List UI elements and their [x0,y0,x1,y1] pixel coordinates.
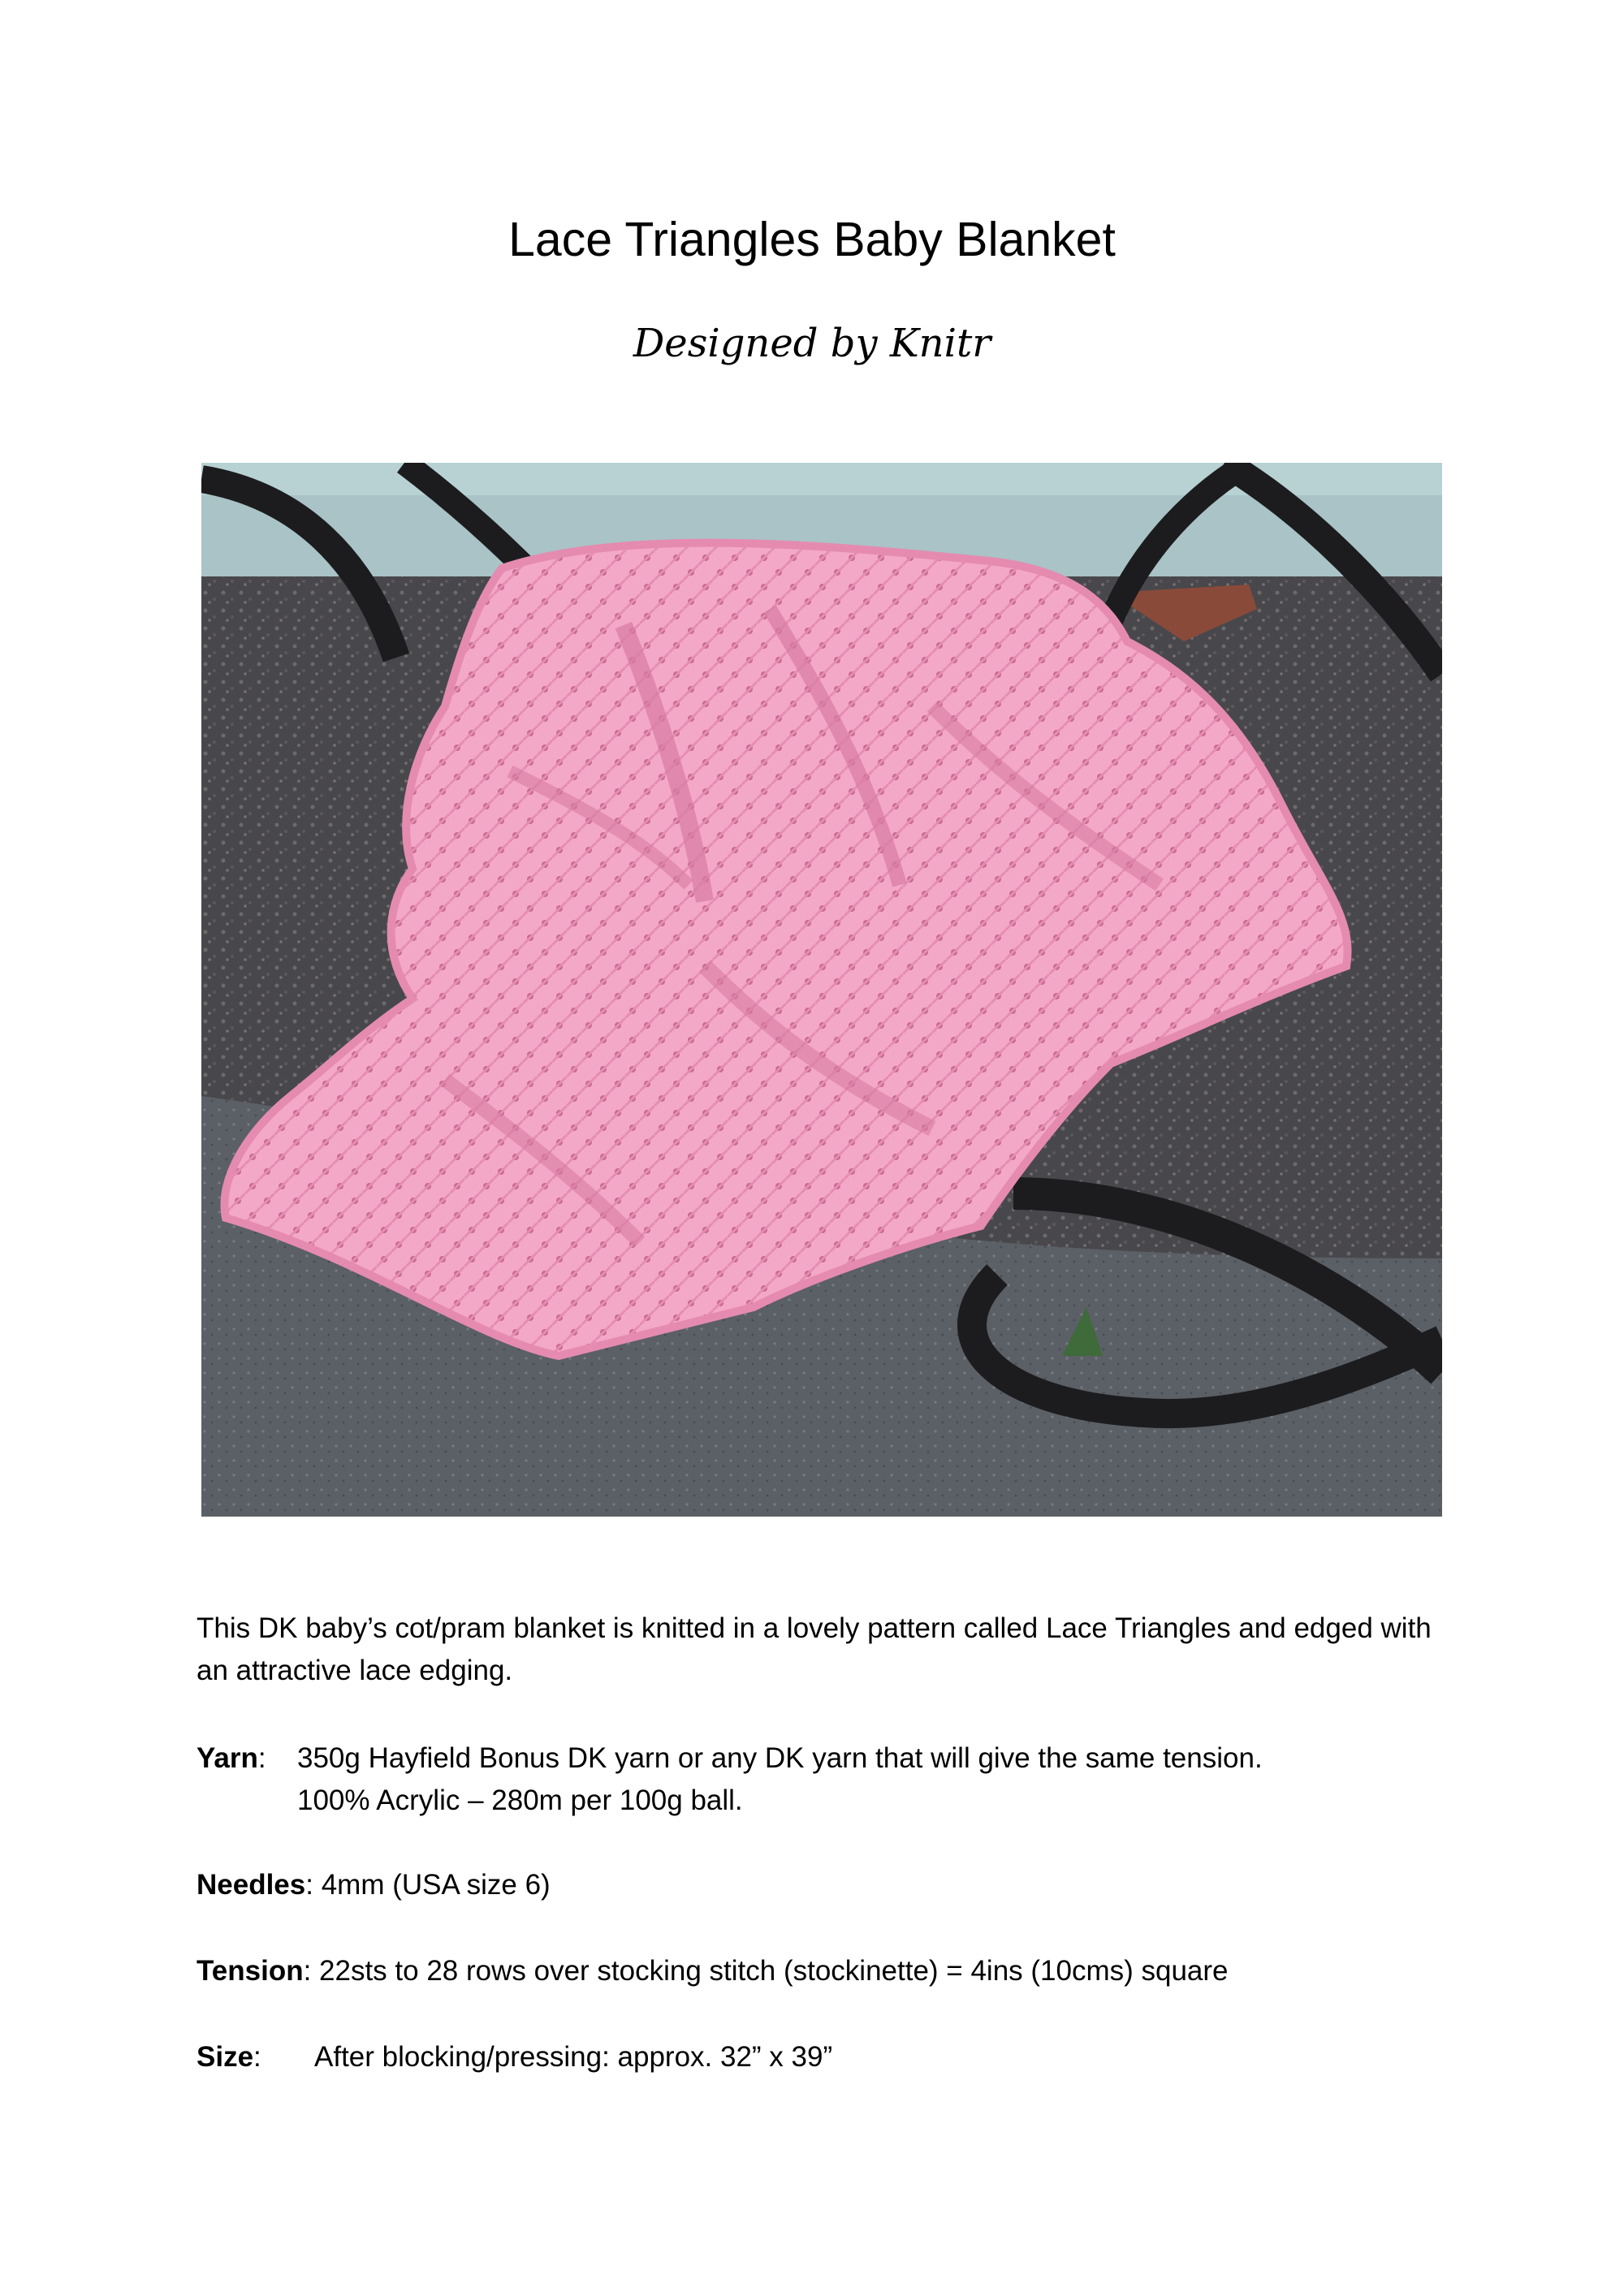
size-spec [197,2036,1463,2078]
yarn-line-2: 100% Acrylic – 280m per 100g ball. [297,1785,743,1816]
tension-spec [197,1950,1463,1992]
tension-value: 22sts to 28 rows over stocking stitch (stockinette) = 4ins (10cms) square [319,1955,1229,1987]
blanket-photo [201,463,1442,1517]
yarn-spec [197,1737,1463,1816]
yarn-colon: : [257,1742,266,1774]
needles-label: Needles [197,1869,306,1901]
size-value: After blocking/pressing: approx. 32” x 39” [314,2041,833,2073]
tension-label: Tension [197,1955,304,1987]
size-label: Size [197,2041,254,2073]
tension-colon: : [303,1955,320,1987]
designer-credit: Designed by Knitr [633,321,991,366]
yarn-label: Yarn [197,1742,258,1774]
needles-value: 4mm (USA size 6) [321,1869,551,1901]
needles-colon: : [305,1869,322,1901]
intro-paragraph: This DK baby’s cot/pram blanket is knitted in a lovely pattern called Lace Triangles and edged with an attractive lace edging. [197,1612,1432,1686]
yarn-line-1: 350g Hayfield Bonus DK yarn or any DK yarn that will give the same tension. [297,1742,1263,1774]
size-colon: : [253,2041,261,2073]
needles-spec [197,1864,1463,1906]
page-title: Lace Triangles Baby Blanket [508,213,1116,266]
